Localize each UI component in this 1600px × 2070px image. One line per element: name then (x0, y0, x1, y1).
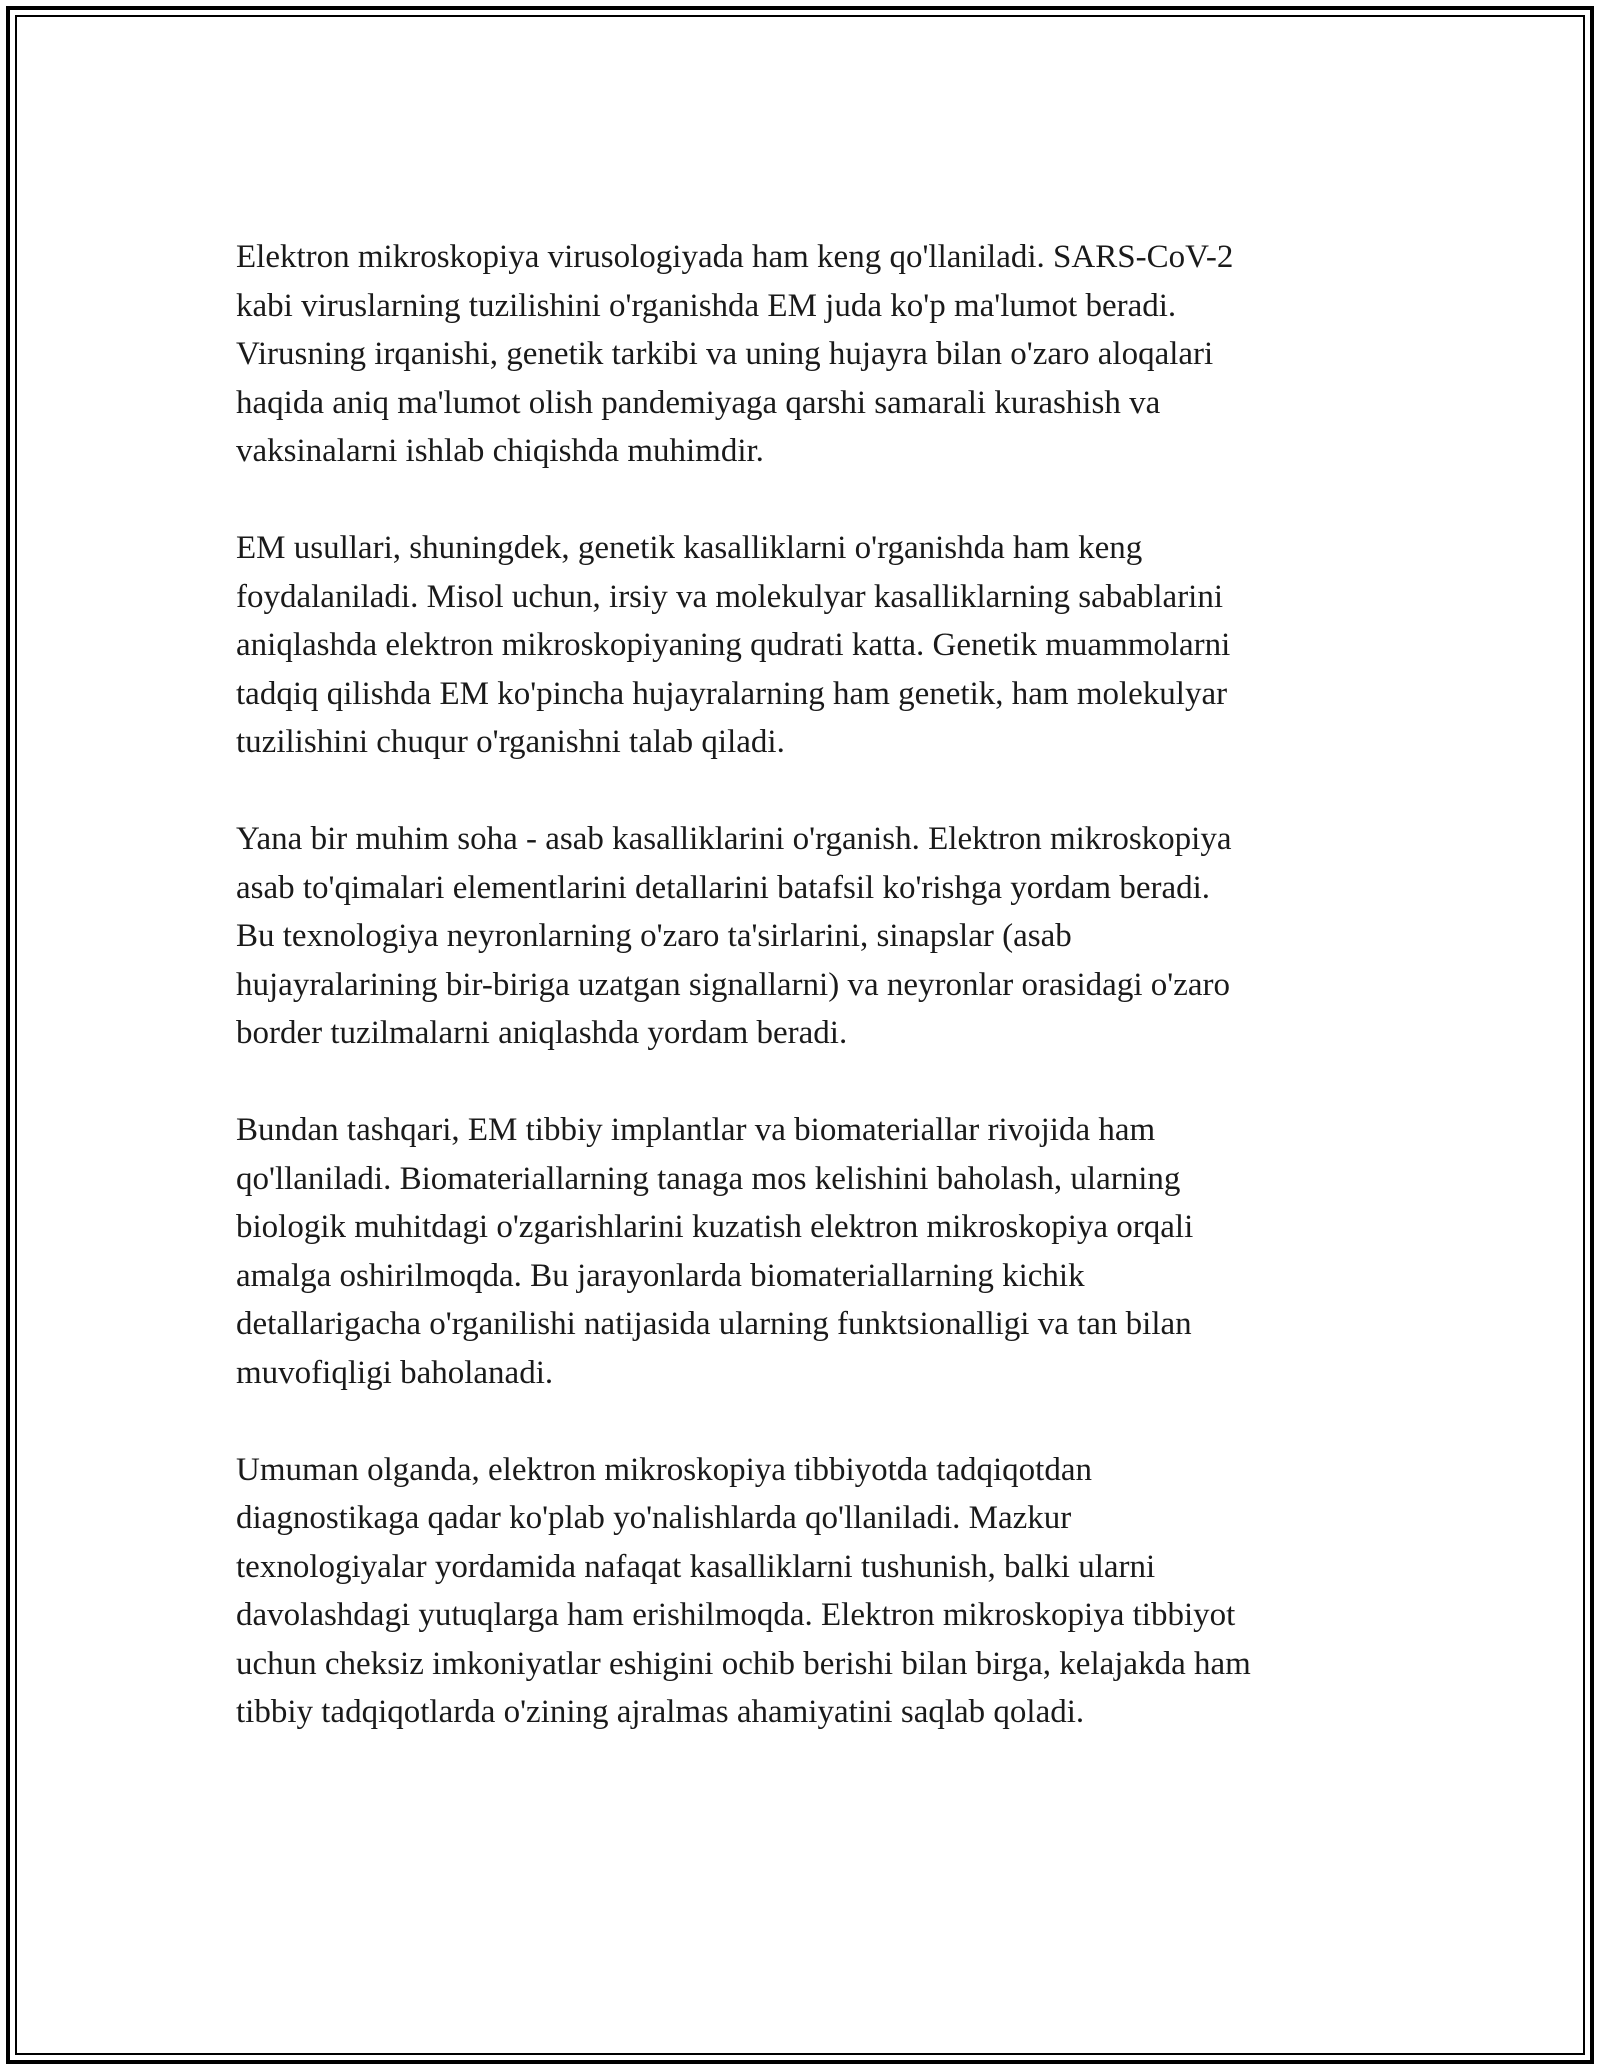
text-line: texnologiyalar yordamida nafaqat kasalliklarni tushunish, balki ularni (236, 1548, 1156, 1585)
text-line: Umuman olganda, elektron mikroskopiya tibbiyotda tadqiqotdan (236, 1451, 1093, 1488)
paragraph-neurology (236, 815, 1386, 1058)
paragraph-virology (236, 233, 1386, 476)
text-line: davolashdagi yutuqlarga ham erishilmoqda. Elektron mikroskopiya tibbiyot (236, 1597, 1236, 1633)
text-line: Yana bir muhim soha - asab kasalliklarini o'rganish. Elektron mikroskopiya (236, 821, 1232, 857)
text-line: detallarigacha o'rganilishi natijasida ularning funktsionalligi va tan bilan (236, 1306, 1192, 1342)
text-line: muvofiqligi baholanadi. (236, 1354, 554, 1391)
text-line: diagnostikaga qadar ko'plab yo'nalishlarda qo'llaniladi. Mazkur (236, 1500, 1072, 1536)
document-body (236, 233, 1386, 1785)
text-line: EM usullari, shuningdek, genetik kasalliklarni o'rganishda ham keng (236, 530, 1143, 566)
text-line: uchun cheksiz imkoniyatlar eshigini ochib berishi bilan birga, kelajakda ham (236, 1645, 1251, 1682)
text-line: biologik muhitdagi o'zgarishlarini kuzatish elektron mikroskopiya orqali (236, 1209, 1194, 1245)
text-line: Elektron mikroskopiya virusologiyada ham keng qo'llaniladi. SARS-CoV-2 (236, 239, 1234, 275)
text-line: tadqiq qilishda EM ko'pincha hujayralarning ham genetik, ham molekulyar (236, 675, 1228, 712)
paragraph-implants (236, 1106, 1386, 1397)
text-line: qo'llaniladi. Biomateriallarning tanaga mos kelishini baholash, ularning (236, 1160, 1181, 1197)
paragraph-conclusion (236, 1446, 1386, 1737)
text-line: amalga oshirilmoqda. Bu jarayonlarda biomateriallarning kichik (236, 1257, 1085, 1294)
text-line: Virusning irqanishi, genetik tarkibi va uning hujayra bilan o'zaro aloqalari (236, 336, 1214, 372)
text-line: Bundan tashqari, EM tibbiy implantlar va biomateriallar rivojida ham (236, 1112, 1156, 1148)
text-line: foydalaniladi. Misol uchun, irsiy va molekulyar kasalliklarning sabablarini (236, 578, 1224, 615)
text-line: tuzilishini chuqur o'rganishni talab qiladi. (236, 724, 785, 760)
text-line: hujayralarining bir-biriga uzatgan signallarni) va neyronlar orasidagi o'zaro (236, 966, 1230, 1003)
text-line: kabi viruslarning tuzilishini o'rganishda EM juda ko'p ma'lumot beradi. (236, 287, 1177, 324)
text-line: vaksinalarni ishlab chiqishda muhimdir. (236, 433, 764, 469)
text-line: tibbiy tadqiqotlarda o'zining ajralmas ahamiyatini saqlab qoladi. (236, 1694, 1085, 1730)
text-line: aniqlashda elektron mikroskopiyaning qudrati katta. Genetik muammolarni (236, 627, 1231, 663)
text-line: asab to'qimalari elementlarini detallarini batafsil ko'rishga yordam beradi. (236, 869, 1211, 906)
paragraph-genetic-diseases (236, 524, 1386, 767)
text-line: haqida aniq ma'lumot olish pandemiyaga qarshi samarali kurashish va (236, 384, 1161, 421)
text-line: border tuzilmalarni aniqlashda yordam beradi. (236, 1015, 848, 1051)
text-line: Bu texnologiya neyronlarning o'zaro ta'sirlarini, sinapslar (asab (236, 918, 1072, 954)
